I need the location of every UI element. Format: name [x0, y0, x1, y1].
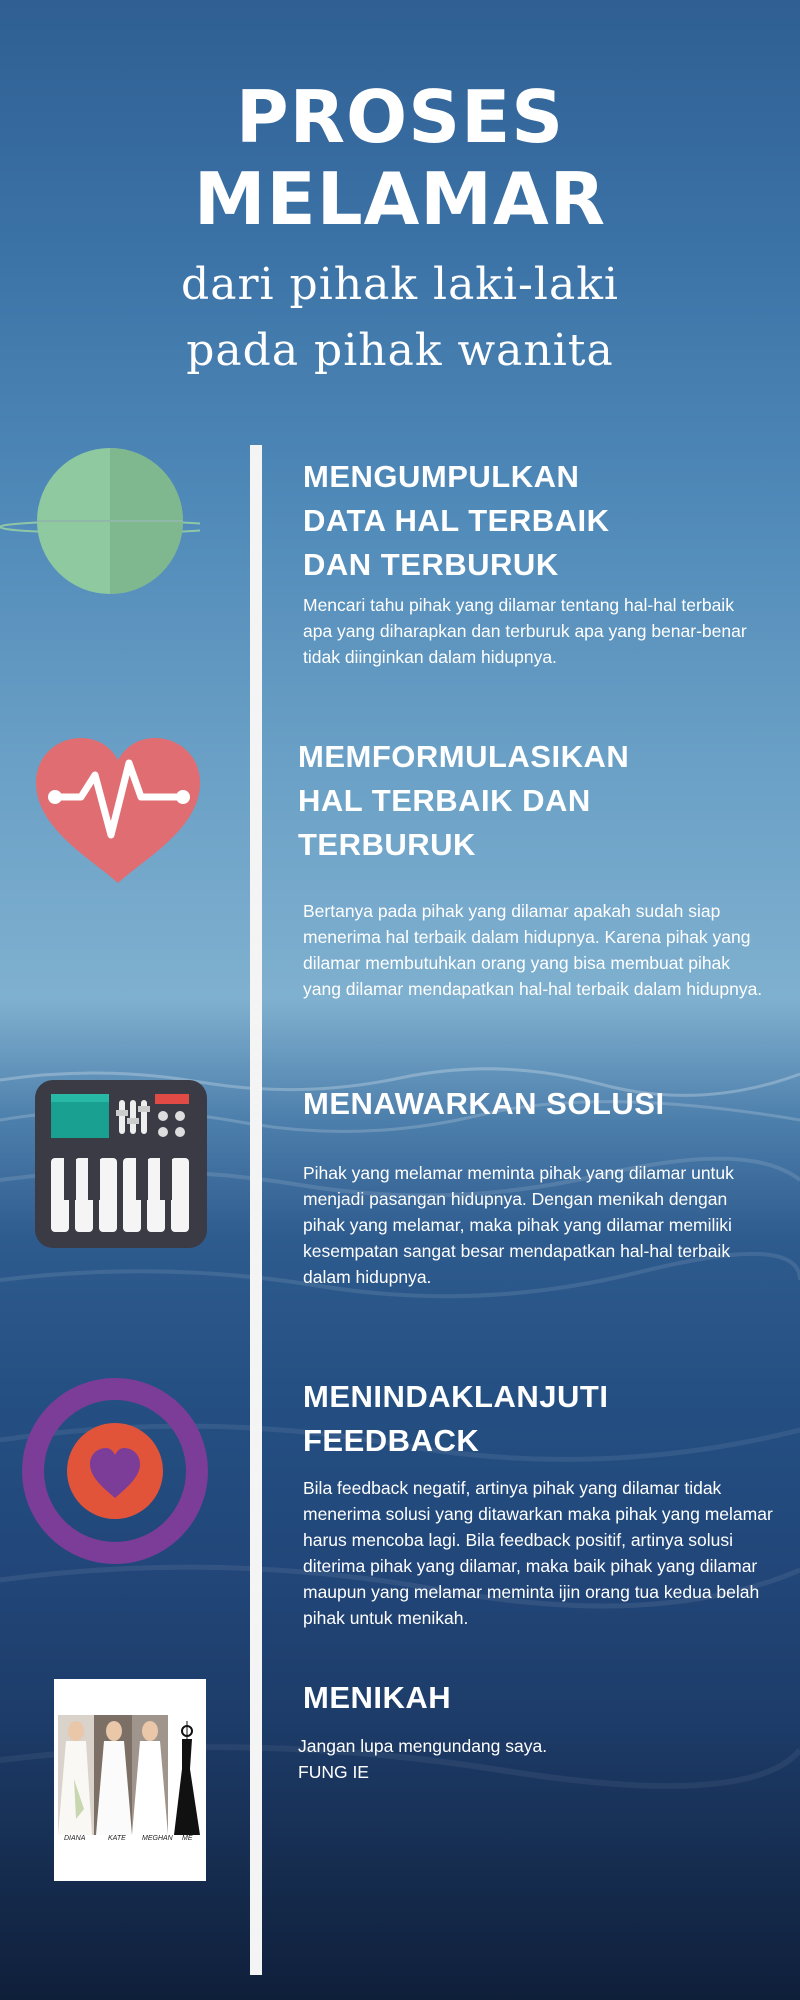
page-subtitle-line2: pada pihak wanita — [186, 325, 614, 376]
picture-label-kate: KATE — [108, 1835, 126, 1842]
heartbeat-icon — [33, 735, 203, 885]
timeline-bar — [250, 445, 262, 1975]
step5-heading: MENIKAH — [303, 1680, 452, 1715]
page-subtitle-line1: dari pihak laki-laki — [181, 259, 619, 310]
planet-icon — [0, 445, 200, 605]
step3-text: Pihak yang melamar meminta pihak yang dilamar untuk menjadi pasangan hidupnya. Dengan menikah dengan pihak yang melamar, maka pihak yang dilamar memiliki kesempatan sangat besar mendapatkan hal-hal terbaik dalam hidupnya. — [303, 1163, 734, 1287]
signature: FUNG IE — [298, 1762, 369, 1782]
page-title-line2: MELAMAR — [193, 157, 607, 241]
step1-heading: MENGUMPULKAN DATA HAL TERBAIK DAN TERBURUK — [303, 459, 610, 582]
step3-heading: MENAWARKAN SOLUSI — [303, 1086, 665, 1121]
picture-label-diana: DIANA — [64, 1835, 86, 1842]
step2-heading: MEMFORMULASIKAN HAL TERBAIK DAN TERBURUK — [298, 739, 630, 862]
heart-target-icon — [20, 1376, 210, 1566]
step1-text: Mencari tahu pihak yang dilamar tentang hal-hal terbaik apa yang diharapkan dan terburuk apa yang benar-benar tidak diinginkan dalam hidupnya. — [303, 595, 747, 667]
step5-text: Jangan lupa mengundang saya. — [298, 1736, 548, 1756]
step4-text: Bila feedback negatif, artinya pihak yang dilamar tidak menerima solusi yang ditawarkan maka pihak yang melamar harus mencoba lagi. Bila feedback positif, artinya solusi diterima pihak yang dilamar, maka baik pihak yang dilamar maupun yang melamar meminta ijin orang tua kedua belah pihak untuk menikah. — [303, 1478, 773, 1628]
step2-text: Bertanya pada pihak yang dilamar apakah sudah siap menerima hal terbaik dalam hidupnya. Karena pihak yang dilamar membutuhkan orang yang bisa membuat pihak yang dilamar mendapatkan hal-hal terbaik dalam hidupnya. — [303, 901, 763, 999]
wedding-dresses-picture — [54, 1679, 206, 1881]
picture-label-me: ME — [182, 1835, 193, 1842]
step4-heading: MENINDAKLANJUTI FEEDBACK — [303, 1379, 609, 1458]
page-title-line1: PROSES — [235, 75, 565, 159]
music-keyboard-icon — [35, 1080, 210, 1250]
picture-label-meghan: MEGHAN — [142, 1835, 173, 1842]
